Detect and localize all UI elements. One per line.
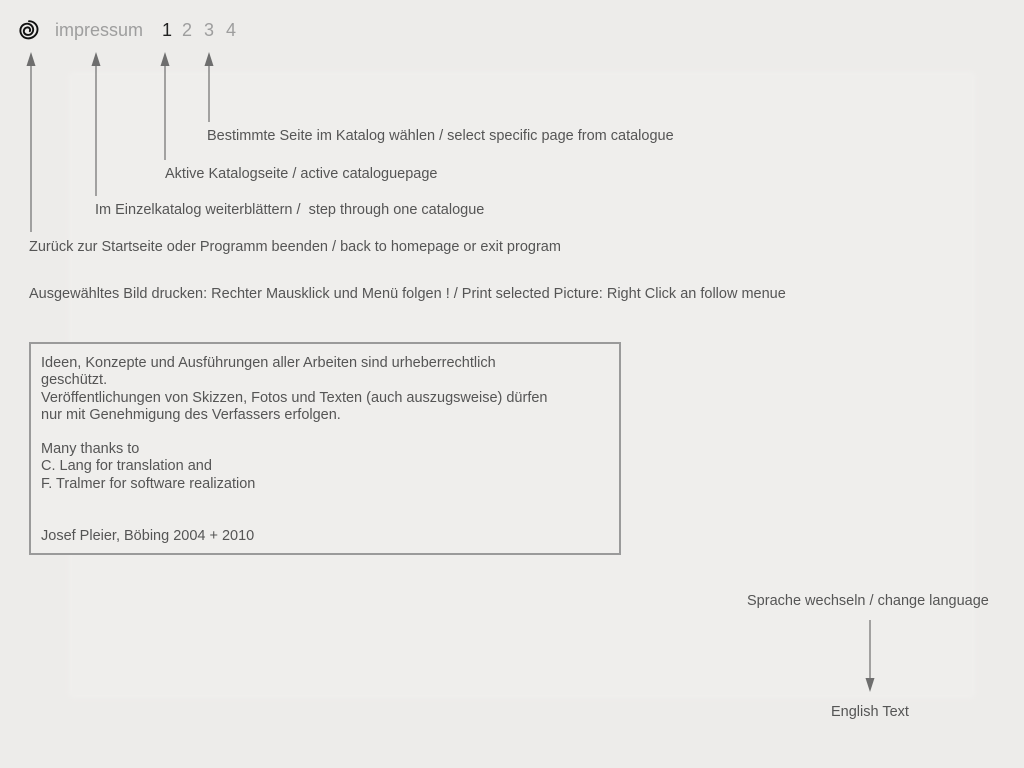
copyright-info-box [29,342,621,555]
author-signature: Josef Pleier, Böbing 2004 + 2010 [41,528,255,545]
copyright-line: Ideen, Konzepte und Ausführungen aller Arbeiten sind urheberrechtlich [41,355,496,371]
thanks-software: F. Tralmer for software realization [41,475,256,492]
publication-line: Veröffentlichungen von Skizzen, Fotos und Texten (auch auszugsweise) dürfen [41,389,548,406]
back-home-hint: Zurück zur Startseite oder Programm beenden / back to homepage or exit program [29,239,561,255]
thanks-translation: C. Lang for translation and [41,458,212,475]
select-page-hint: Bestimmte Seite im Katalog wählen / select specific page from catalogue [207,128,674,144]
arrow-to-logo [27,52,36,232]
page-4-link[interactable]: 4 [226,20,237,40]
thanks-heading: Many thanks to [41,441,140,458]
page-1-link[interactable]: 1 [162,20,173,40]
copyright-info-text [41,355,611,545]
swirl-logo-icon[interactable] [18,19,40,41]
english-text-link[interactable]: English Text [831,704,909,720]
active-page-hint: Aktive Katalogseite / active cataloguepage [165,166,438,182]
copyright-line: geschützt. [41,372,108,389]
publication-line: nur mit Genehmigung des Verfassers erfolgen. [41,406,341,423]
page-2-link[interactable]: 2 [182,20,193,40]
step-through-hint: Im Einzelkatalog weiterblättern / step through one catalogue [95,202,485,218]
change-language-hint: Sprache wechseln / change language [747,593,989,609]
print-picture-hint: Ausgewähltes Bild drucken: Rechter Mausklick und Menü folgen ! / Print selected Picture: Right Click an follow menue [29,286,786,302]
top-navigation [0,0,1024,50]
page-3-link[interactable]: 3 [204,20,215,40]
impressum-link[interactable]: impressum [55,20,144,40]
